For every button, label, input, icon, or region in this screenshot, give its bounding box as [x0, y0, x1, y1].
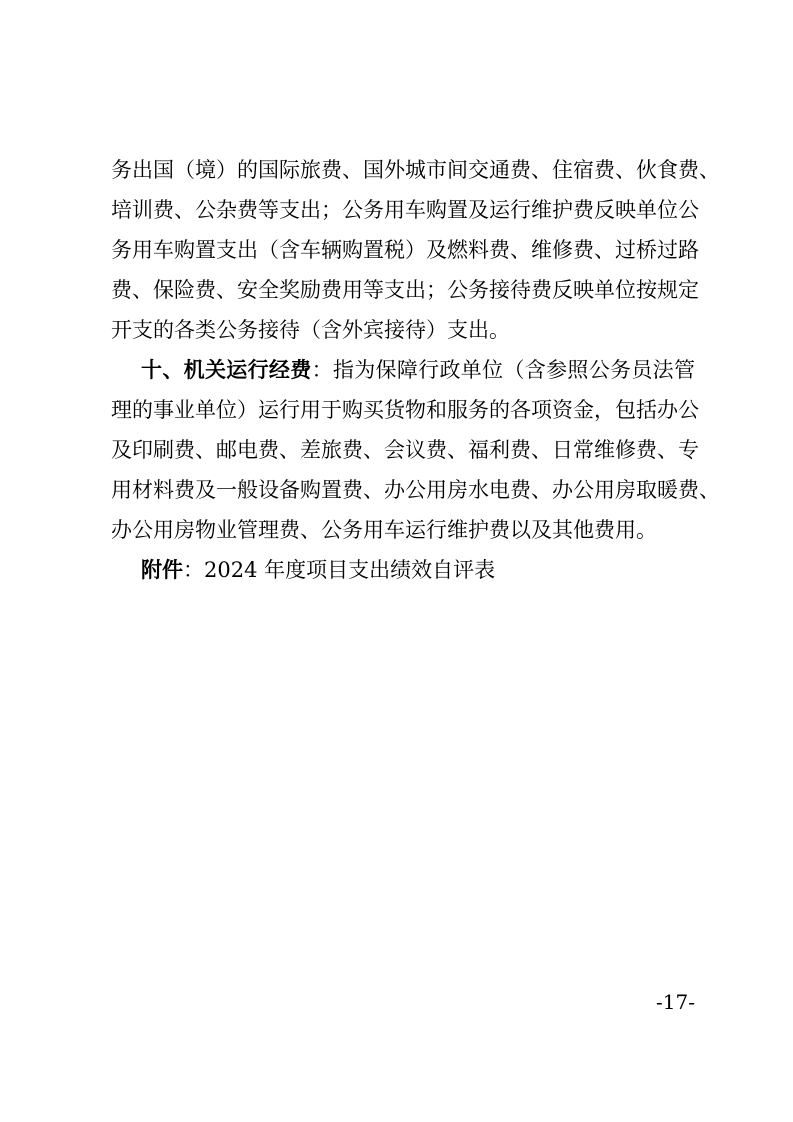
attachment-text: ：2024 年度项目支出绩效自评表	[183, 558, 496, 582]
paragraph-line: 务用车购置支出（含车辆购置税）及燃料费、维修费、过桥过路	[111, 238, 699, 262]
paragraph-line: 办公用房物业管理费、公务用车运行维护费以及其他费用。	[111, 518, 657, 542]
paragraph-line: 理的事业单位）运行用于购买货物和服务的各项资金，包括办公	[111, 398, 699, 422]
attachment-line	[111, 550, 695, 590]
document-body	[111, 150, 720, 590]
paragraph-text: ：指为保障行政单位（含参照公务员法管	[311, 358, 696, 382]
operating-expenses-paragraph	[111, 350, 720, 550]
paragraph-line: 及印刷费、邮电费、差旅费、会议费、福利费、日常维修费、专	[111, 438, 699, 462]
attachment-label: 附件	[141, 557, 183, 582]
section-heading: 十、机关运行经费	[141, 357, 312, 382]
paragraph-line: 培训费、公杂费等支出；公务用车购置及运行维护费反映单位公	[111, 198, 699, 222]
paragraph-line: 务出国（境）的国际旅费、国外城市间交通费、住宿费、伙食费、	[111, 158, 720, 182]
paragraph-line: 费、保险费、安全奖励费用等支出；公务接待费反映单位按规定	[111, 278, 699, 302]
paragraph-first-line	[111, 350, 695, 390]
paragraph-line: 开支的各类公务接待（含外宾接待）支出。	[111, 318, 510, 342]
paragraph-line: 用材料费及一般设备购置费、办公用房水电费、办公用房取暖费、	[111, 478, 720, 502]
expense-definition-paragraph	[111, 150, 720, 350]
page-number: -17-	[656, 990, 695, 1014]
